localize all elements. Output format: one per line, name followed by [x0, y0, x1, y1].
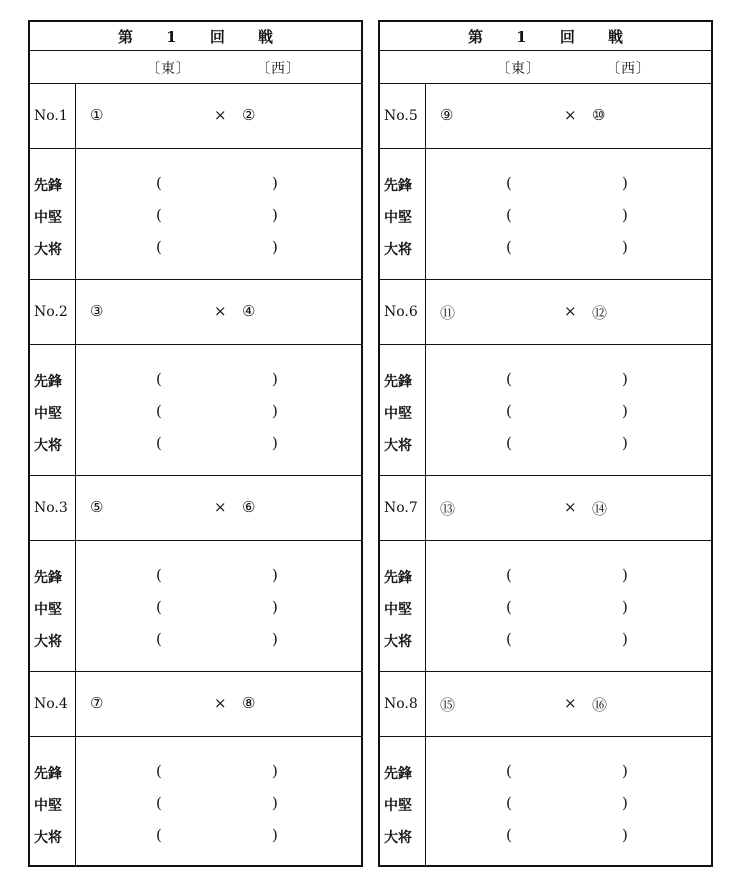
- versus-mark: ×: [564, 498, 577, 516]
- paren-open: (: [506, 630, 512, 648]
- west-label: 〔西〕: [256, 61, 301, 77]
- position-chuken: 中堅: [384, 406, 412, 422]
- match-header: [30, 280, 361, 345]
- entry-slot[interactable]: [426, 201, 711, 233]
- position-senpo: 先鋒: [384, 570, 412, 586]
- entry-slot[interactable]: [76, 169, 361, 201]
- match-number: No.1: [30, 84, 76, 148]
- position-labels: [30, 345, 76, 475]
- paren-open: (: [506, 174, 512, 192]
- seed-east: ⑦: [90, 694, 104, 712]
- paren-close: ): [622, 206, 628, 224]
- position-chuken: 中堅: [34, 210, 62, 226]
- seed-east: ③: [90, 302, 104, 320]
- versus-mark: ×: [214, 694, 227, 712]
- match-lineup: [380, 345, 711, 475]
- match-number: No.3: [30, 476, 76, 540]
- match-header: [380, 672, 711, 737]
- match-number: No.7: [380, 476, 426, 540]
- seed-east: ⑬: [440, 500, 456, 518]
- matchup: [76, 280, 361, 344]
- entry-slot[interactable]: [76, 593, 361, 625]
- position-taisho: 大将: [384, 830, 412, 846]
- seed-west: ⑭: [592, 500, 608, 518]
- position-senpo: 先鋒: [34, 766, 62, 782]
- matchup: [426, 84, 711, 148]
- paren-close: ): [272, 238, 278, 256]
- east-label: 〔東〕: [496, 61, 541, 77]
- position-labels: [30, 149, 76, 279]
- versus-mark: ×: [214, 302, 227, 320]
- match-number: No.5: [380, 84, 426, 148]
- entry-slots: [76, 541, 361, 671]
- east-label: 〔東〕: [146, 61, 191, 77]
- position-senpo: 先鋒: [384, 766, 412, 782]
- match-header: [380, 476, 711, 541]
- matchup: [76, 476, 361, 540]
- paren-close: ): [622, 434, 628, 452]
- entry-slot[interactable]: [426, 789, 711, 821]
- seed-west: ⑯: [592, 696, 608, 714]
- match-header: [30, 672, 361, 737]
- paren-open: (: [506, 238, 512, 256]
- bracket-sheet-left: [28, 20, 363, 867]
- paren-open: (: [156, 206, 162, 224]
- paren-close: ): [272, 566, 278, 584]
- entry-slot[interactable]: [76, 365, 361, 397]
- paren-close: ): [272, 630, 278, 648]
- entry-slot[interactable]: [426, 429, 711, 461]
- seed-west: ⑥: [242, 498, 256, 516]
- seed-west: ④: [242, 302, 256, 320]
- position-labels: [380, 737, 426, 867]
- match-block: [380, 280, 711, 476]
- paren-open: (: [506, 402, 512, 420]
- paren-close: ): [272, 402, 278, 420]
- position-senpo: 先鋒: [34, 374, 62, 390]
- match-header: [30, 84, 361, 149]
- entry-slots: [426, 541, 711, 671]
- entry-slots: [76, 737, 361, 867]
- match-block: [30, 280, 361, 476]
- paren-open: (: [506, 598, 512, 616]
- paren-open: (: [506, 566, 512, 584]
- paren-open: (: [156, 598, 162, 616]
- match-lineup: [30, 541, 361, 671]
- match-block: [380, 476, 711, 672]
- paren-close: ): [272, 598, 278, 616]
- position-chuken: 中堅: [384, 602, 412, 618]
- seed-west: ⑧: [242, 694, 256, 712]
- paren-close: ): [272, 762, 278, 780]
- match-block: [30, 84, 361, 280]
- paren-close: ): [272, 826, 278, 844]
- paren-open: (: [506, 206, 512, 224]
- position-taisho: 大将: [384, 438, 412, 454]
- paren-open: (: [156, 762, 162, 780]
- position-labels: [380, 541, 426, 671]
- paren-close: ): [622, 826, 628, 844]
- entry-slot[interactable]: [426, 561, 711, 593]
- match-block: [380, 84, 711, 280]
- seed-west: ⑫: [592, 304, 608, 322]
- paren-close: ): [272, 794, 278, 812]
- entry-slot[interactable]: [426, 821, 711, 853]
- match-number: No.2: [30, 280, 76, 344]
- match-header: [30, 476, 361, 541]
- paren-close: ): [622, 630, 628, 648]
- west-label: 〔西〕: [606, 61, 651, 77]
- seed-west: ⑩: [592, 106, 606, 124]
- paren-open: (: [506, 370, 512, 388]
- versus-mark: ×: [564, 302, 577, 320]
- paren-open: (: [156, 630, 162, 648]
- position-taisho: 大将: [34, 242, 62, 258]
- paren-close: ): [622, 598, 628, 616]
- position-senpo: 先鋒: [34, 178, 62, 194]
- match-number: No.8: [380, 672, 426, 736]
- position-senpo: 先鋒: [34, 570, 62, 586]
- versus-mark: ×: [564, 106, 577, 124]
- paren-open: (: [506, 826, 512, 844]
- match-block: [30, 672, 361, 868]
- match-number: No.6: [380, 280, 426, 344]
- matchup: [426, 280, 711, 344]
- paren-close: ): [272, 206, 278, 224]
- entry-slot[interactable]: [426, 365, 711, 397]
- paren-close: ): [272, 174, 278, 192]
- entry-slots: [76, 149, 361, 279]
- paren-close: ): [272, 370, 278, 388]
- matchup: [76, 84, 361, 148]
- entry-slot[interactable]: [76, 757, 361, 789]
- seed-east: ⑤: [90, 498, 104, 516]
- seed-east: ⑮: [440, 696, 456, 714]
- seed-east: ⑪: [440, 304, 456, 322]
- match-header: [380, 280, 711, 345]
- entry-slots: [426, 737, 711, 867]
- match-lineup: [30, 149, 361, 279]
- entry-slots: [426, 345, 711, 475]
- entry-slot[interactable]: [426, 169, 711, 201]
- match-header: [380, 84, 711, 149]
- position-chuken: 中堅: [384, 210, 412, 226]
- entry-slot[interactable]: [76, 625, 361, 657]
- position-chuken: 中堅: [34, 602, 62, 618]
- entry-slot[interactable]: [426, 397, 711, 429]
- position-labels: [380, 149, 426, 279]
- paren-close: ): [622, 370, 628, 388]
- position-taisho: 大将: [34, 634, 62, 650]
- entry-slot[interactable]: [76, 429, 361, 461]
- versus-mark: ×: [214, 498, 227, 516]
- match-number: No.4: [30, 672, 76, 736]
- paren-close: ): [622, 174, 628, 192]
- matchup: [426, 476, 711, 540]
- bracket-sheet-right: [378, 20, 713, 867]
- match-lineup: [380, 149, 711, 279]
- position-labels: [30, 541, 76, 671]
- position-taisho: 大将: [384, 634, 412, 650]
- position-taisho: 大将: [384, 242, 412, 258]
- seed-east: ⑨: [440, 106, 454, 124]
- position-senpo: 先鋒: [384, 374, 412, 390]
- entry-slots: [76, 345, 361, 475]
- position-taisho: 大将: [34, 830, 62, 846]
- round-title: 第 1 回 戦: [380, 22, 711, 51]
- paren-close: ): [622, 566, 628, 584]
- paren-open: (: [506, 794, 512, 812]
- entry-slot[interactable]: [426, 593, 711, 625]
- position-taisho: 大将: [34, 438, 62, 454]
- matchup: [76, 672, 361, 736]
- paren-open: (: [156, 794, 162, 812]
- seed-west: ②: [242, 106, 256, 124]
- match-lineup: [380, 541, 711, 671]
- entry-slot[interactable]: [76, 233, 361, 265]
- versus-mark: ×: [214, 106, 227, 124]
- side-header: [380, 51, 711, 84]
- position-labels: [380, 345, 426, 475]
- seed-east: ①: [90, 106, 104, 124]
- entry-slots: [426, 149, 711, 279]
- entry-slot[interactable]: [76, 201, 361, 233]
- round-title: 第 1 回 戦: [30, 22, 361, 51]
- side-header: [30, 51, 361, 84]
- paren-open: (: [156, 826, 162, 844]
- paren-close: ): [622, 794, 628, 812]
- paren-close: ): [622, 762, 628, 780]
- entry-slot[interactable]: [76, 561, 361, 593]
- matchup: [426, 672, 711, 736]
- paren-close: ): [622, 238, 628, 256]
- entry-slot[interactable]: [426, 757, 711, 789]
- paren-open: (: [156, 370, 162, 388]
- paren-open: (: [506, 762, 512, 780]
- paren-open: (: [156, 174, 162, 192]
- position-senpo: 先鋒: [384, 178, 412, 194]
- position-chuken: 中堅: [384, 798, 412, 814]
- entry-slot[interactable]: [426, 233, 711, 265]
- match-lineup: [380, 737, 711, 867]
- entry-slot[interactable]: [76, 397, 361, 429]
- match-block: [30, 476, 361, 672]
- versus-mark: ×: [564, 694, 577, 712]
- position-chuken: 中堅: [34, 798, 62, 814]
- position-labels: [30, 737, 76, 867]
- match-lineup: [30, 345, 361, 475]
- paren-close: ): [272, 434, 278, 452]
- entry-slot[interactable]: [76, 789, 361, 821]
- paren-close: ): [622, 402, 628, 420]
- entry-slot[interactable]: [426, 625, 711, 657]
- paren-open: (: [506, 434, 512, 452]
- paren-open: (: [156, 566, 162, 584]
- match-lineup: [30, 737, 361, 867]
- position-chuken: 中堅: [34, 406, 62, 422]
- paren-open: (: [156, 402, 162, 420]
- match-block: [380, 672, 711, 868]
- entry-slot[interactable]: [76, 821, 361, 853]
- paren-open: (: [156, 434, 162, 452]
- paren-open: (: [156, 238, 162, 256]
